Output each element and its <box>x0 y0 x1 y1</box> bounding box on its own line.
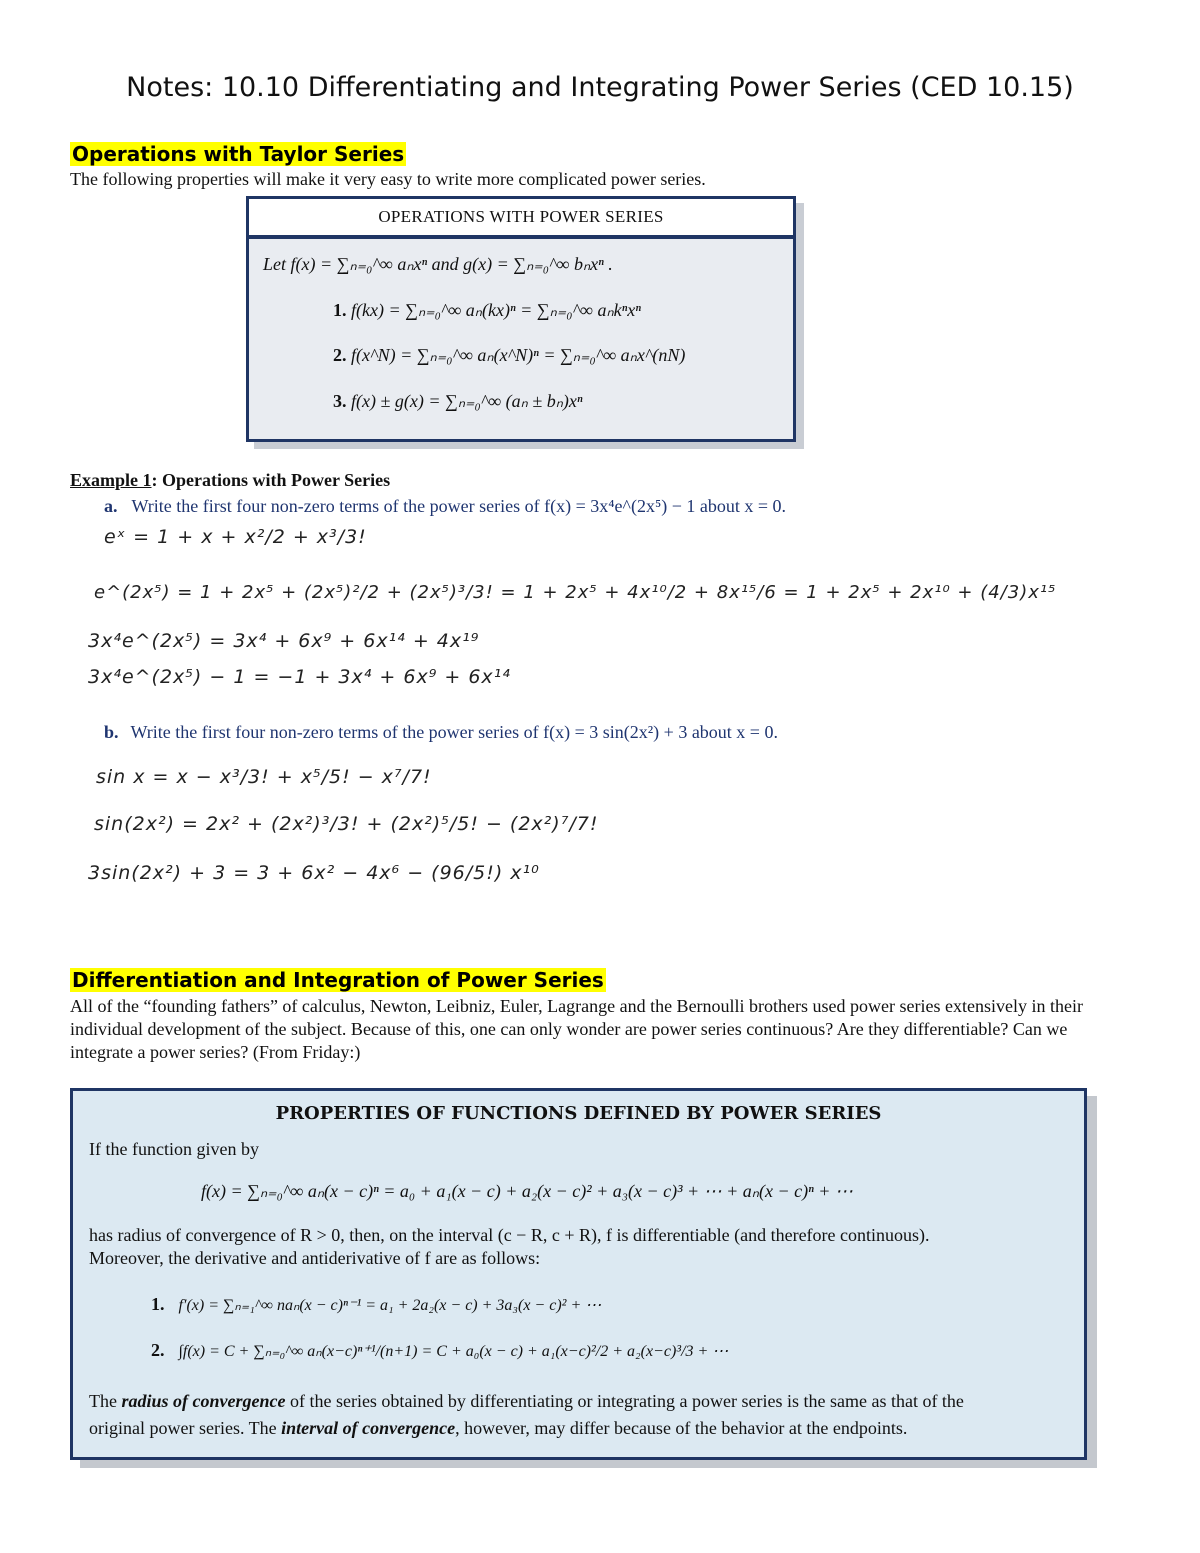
property-2: 2. f(x^N) = ∑ₙ₌₀^∞ aₙ(x^N)ⁿ = ∑ₙ₌₀^∞ aₙx^(nN) <box>333 345 686 365</box>
properties-box <box>70 1088 1087 1460</box>
work-b-line-3: 3sin(2x²) + 3 = 3 + 6x² − 4x⁶ − (96/5!) x¹⁰ <box>88 862 540 884</box>
page-title: Notes: 10.10 Differentiating and Integrating Power Series (CED 10.15) <box>126 72 1074 103</box>
derivative-property: 1. f′(x) = ∑ₙ₌₁^∞ naₙ(x − c)ⁿ⁻¹ = a₁ + 2a₂(x − c) + 3a₃(x − c)² + ⋯ <box>151 1294 602 1314</box>
integral-property: 2. ∫f(x) = C + ∑ₙ₌₀^∞ aₙ(x−c)ⁿ⁺¹/(n+1) = C + a₀(x − c) + a₁(x−c)²/2 + a₂(x−c)³/3 + ⋯ <box>151 1340 729 1360</box>
series-formula: f(x) = ∑ₙ₌₀^∞ aₙ(x − c)ⁿ = a₀ + a₁(x − c) + a₂(x − c)² + a₃(x − c)³ + ⋯ + aₙ(x − c)ⁿ + ⋯ <box>201 1181 853 1201</box>
section-intro: The following properties will make it very easy to write more complicated power series. <box>70 169 706 189</box>
example-1a-prompt: a. Write the first four non-zero terms of the power series of f(x) = 3x⁴e^(2x⁵) − 1 about x = 0. <box>104 496 787 516</box>
section-heading-differentiation: Differentiation and Integration of Power Series <box>72 968 604 992</box>
work-a-line-2: e^(2x⁵) = 1 + 2x⁵ + (2x⁵)²/2 + (2x⁵)³/3! = 1 + 2x⁵ + 4x¹⁰/2 + 8x¹⁵/6 = 1 + 2x⁵ + 2x¹⁰ + (4/3)x¹⁵ <box>94 582 1057 603</box>
closing-line-1: The radius of convergence of the series obtained by differentiating or integrating a power series is the same as that of the <box>89 1391 964 1411</box>
properties-box-header: PROPERTIES OF FUNCTIONS DEFINED BY POWER SERIES <box>275 1103 882 1124</box>
operations-box-header: OPERATIONS WITH POWER SERIES <box>249 199 793 239</box>
radius-line: has radius of convergence of R > 0, then, on the interval (c − R, c + R), f is differentiable (and therefore continuous). <box>89 1225 930 1245</box>
section-2-paragraph: All of the “founding fathers” of calculus, Newton, Leibniz, Euler, Lagrange and the Bernoulli brothers used power series extensively in their individual development of the subject. Because of this, one can only wonder are power series continuous? Are they differentiable? Can we integrate a power series? (From Friday:) <box>70 996 1083 1062</box>
let-definition: Let f(x) = ∑ₙ₌₀^∞ aₙxⁿ and g(x) = ∑ₙ₌₀^∞ bₙxⁿ . <box>263 254 613 274</box>
moreover-line: Moreover, the derivative and antiderivative of f are as follows: <box>89 1248 541 1268</box>
example-1-heading: Example 1: Operations with Power Series <box>70 470 391 490</box>
operations-box <box>246 196 796 442</box>
closing-line-2: original power series. The interval of convergence, however, may differ because of the behavior at the endpoints. <box>89 1418 908 1438</box>
work-a-line-4: 3x⁴e^(2x⁵) − 1 = −1 + 3x⁴ + 6x⁹ + 6x¹⁴ <box>88 666 511 688</box>
example-1b-prompt: b. Write the first four non-zero terms of the power series of f(x) = 3 sin(2x²) + 3 about x = 0. <box>104 722 778 742</box>
if-line: If the function given by <box>89 1139 259 1159</box>
work-b-line-2: sin(2x²) = 2x² + (2x²)³/3! + (2x²)⁵/5! − (2x²)⁷/7! <box>94 813 599 835</box>
work-a-line-3: 3x⁴e^(2x⁵) = 3x⁴ + 6x⁹ + 6x¹⁴ + 4x¹⁹ <box>88 630 480 652</box>
property-1: 1. f(kx) = ∑ₙ₌₀^∞ aₙ(kx)ⁿ = ∑ₙ₌₀^∞ aₙkⁿxⁿ <box>333 300 641 320</box>
section-heading-operations: Operations with Taylor Series <box>72 142 405 166</box>
work-a-line-1: eˣ = 1 + x + x²/2 + x³/3! <box>104 526 367 548</box>
property-3: 3. f(x) ± g(x) = ∑ₙ₌₀^∞ (aₙ ± bₙ)xⁿ <box>333 391 583 411</box>
work-b-line-1: sin x = x − x³/3! + x⁵/5! − x⁷/7! <box>96 766 432 788</box>
